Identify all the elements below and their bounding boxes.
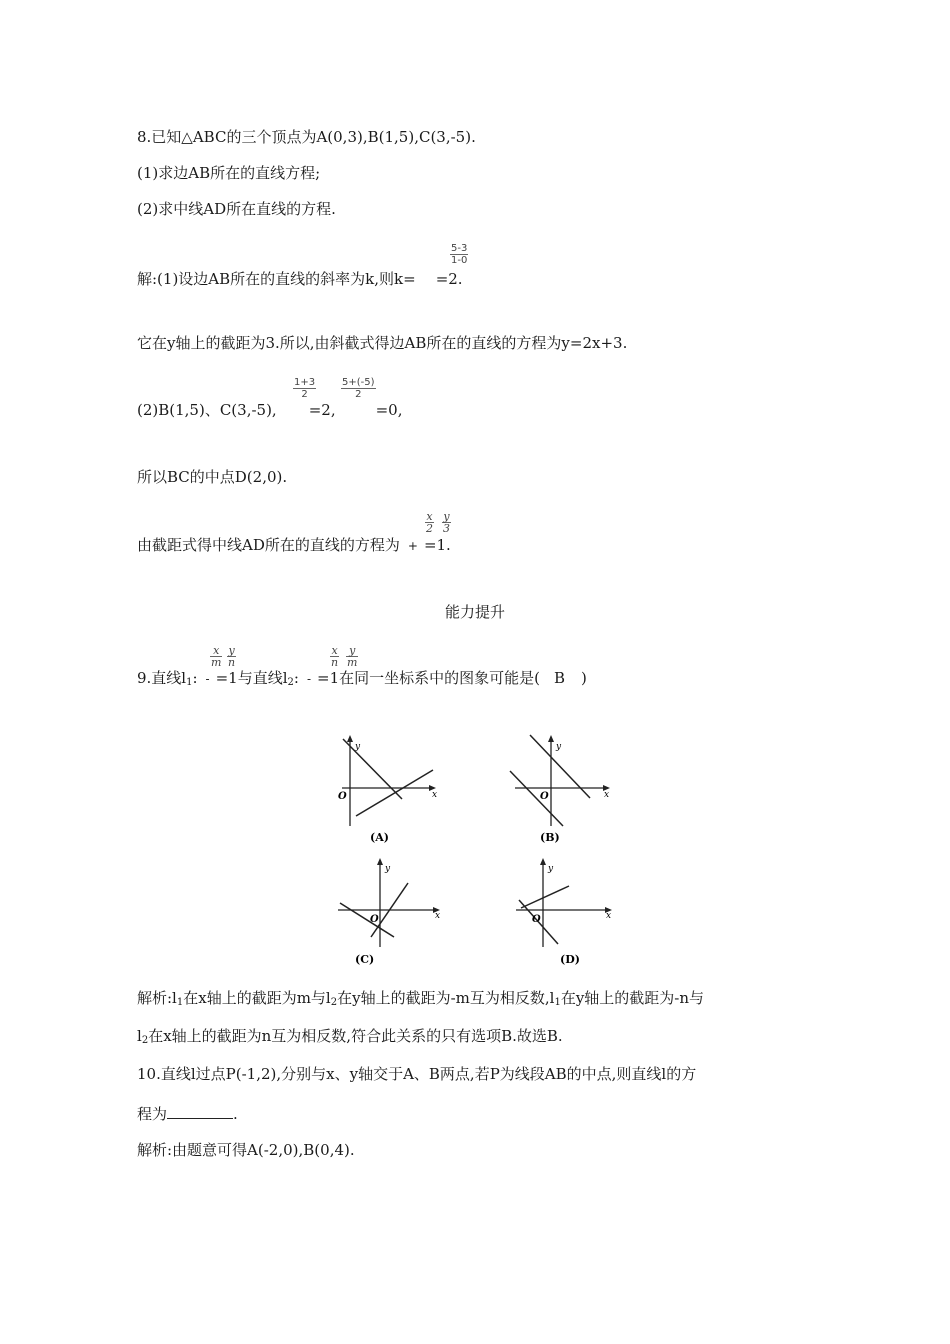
q8-solution2-line3-prefix: 由截距式得中线AD所在的直线的方程为 [137, 536, 400, 554]
graph-d-label: (D) [560, 953, 580, 966]
graph-c-y-label: y [385, 864, 391, 874]
q9-analysis-sub-d: 2 [141, 1035, 149, 1046]
q8-intercept-y-numerator: y [443, 510, 450, 523]
q9-sub1: 1 [186, 677, 193, 688]
q8-slope-numerator: 5-3 [451, 243, 468, 254]
q9-prefix: 9.直线l [137, 669, 187, 687]
q8-part2: (2)求中线AD所在直线的方程. [137, 200, 336, 218]
q8-solution2-suffix: =0, [375, 401, 403, 419]
q10-analysis: 解析:由题意可得A(-2,0),B(0,4). [137, 1141, 355, 1159]
graph-b [510, 735, 610, 844]
q9-l1-x-fraction [210, 645, 222, 668]
q9-analysis-1d: 在y轴上的截距为-n与 [560, 989, 705, 1007]
q9-analysis-sub-c: 1 [554, 997, 561, 1008]
q8-midpoint-y-denominator: 2 [355, 389, 362, 400]
q8-solution2-line3-suffix: =1. [423, 536, 451, 554]
graph-d-x-label: x [606, 911, 612, 921]
q8-stem: 8.已知△ABC的三个顶点为A(0,3),B(1,5),C(3,-5). [137, 128, 476, 146]
graph-c-y-arrow [377, 858, 383, 865]
q8-intercept-y-denominator: 3 [443, 522, 450, 535]
q10-stem-prefix: 程为 [137, 1105, 168, 1123]
graph-b-y-label: y [556, 742, 562, 752]
q9-analysis-sub-a: 1 [176, 997, 184, 1008]
graph-b-label: (B) [540, 831, 560, 844]
graph-c-origin: O [370, 914, 379, 925]
q9-analysis-1a: 解析:l [137, 989, 177, 1007]
q9-answer: B [554, 669, 566, 687]
graph-a-x-label: x [432, 790, 438, 800]
q9-analysis-1c: 在y轴上的截距为-m互为相反数,l [337, 989, 555, 1007]
q8-solution1-suffix: =2. [435, 270, 463, 288]
q9-l1-y-numerator: y [228, 644, 235, 657]
q8-midpoint-y-fraction [341, 377, 376, 400]
q8-solution2 [137, 400, 402, 420]
q9-l1-x-numerator: x [210, 645, 222, 657]
q8-solution1-line2: 它在y轴上的截距为3.所以,由斜截式得边AB所在的直线的方程为y=2x+3. [137, 334, 628, 352]
q9-l1-y-denominator: n [228, 656, 236, 669]
q8-midpoint-x-numerator: 1+3 [294, 377, 316, 388]
q9-l2-x-numerator: x [331, 644, 338, 657]
graph-a [338, 735, 437, 844]
q8-midpoint-x-fraction [293, 377, 316, 400]
q9-l2-y-fraction [346, 645, 358, 668]
q8-intercept-y-fraction [442, 511, 451, 534]
q8-midpoint-x-denominator: 2 [301, 389, 308, 400]
graph-c-x-label: x [435, 911, 441, 921]
q9-l2-x-fraction [330, 645, 339, 668]
q8-part1: (1)求边AB所在的直线方程; [137, 164, 321, 182]
q8-midpoint-y-numerator: 5+(-5) [342, 377, 375, 388]
q9-colon2: : [293, 669, 299, 687]
graph-a-label: (A) [370, 831, 389, 844]
section-title: 能力提升 [444, 603, 505, 621]
q8-plus: + [407, 539, 418, 553]
q9-analysis-line1 [137, 988, 704, 1013]
q8-solution2-line2: 所以BC的中点D(2,0). [137, 468, 288, 486]
q9-l1-y-fraction [227, 645, 236, 668]
q9-minus2: - [306, 672, 312, 686]
graph-d-origin: O [532, 914, 541, 925]
q9-suffix: =1在同一坐标系中的图象可能是( [317, 669, 540, 687]
graph-b-y-arrow [548, 735, 554, 742]
q9-stem [137, 668, 587, 693]
q10-stem-line1: 10.直线l过点P(-1,2),分别与x、y轴交于A、B两点,若P为线段AB的中点,则直线l的方 [137, 1065, 697, 1083]
q9-minus1: - [205, 672, 210, 686]
graph-d-line-1 [521, 886, 569, 908]
q10-stem-suffix: . [233, 1105, 238, 1123]
graph-a-y-label: y [355, 742, 361, 752]
q8-intercept-x-numerator: x [426, 510, 433, 523]
q9-colon1: : [192, 669, 198, 687]
q8-solution2-prefix: (2)B(1,5)、C(3,-5), [137, 401, 277, 419]
graph-a-y-arrow [347, 735, 353, 742]
graph-d-y-label: y [548, 864, 554, 874]
q9-analysis-2b: 在x轴上的截距为n互为相反数,符合此关系的只有选项B.故选B. [148, 1027, 563, 1045]
q9-l1-x-denominator: m [211, 656, 222, 669]
q9-analysis-line2 [137, 1026, 563, 1051]
q8-solution2-mid: =2, [308, 401, 336, 419]
graph-a-origin: O [338, 791, 347, 802]
graph-c-line-1 [340, 903, 394, 937]
q9-analysis-2a: l [137, 1027, 142, 1045]
q10-stem-line2 [137, 1104, 238, 1124]
q9-l2-x-denominator: n [331, 656, 339, 669]
q9-sub2: 2 [287, 677, 294, 688]
q8-solution2-line3 [137, 535, 451, 556]
q9-analysis-1b: 在x轴上的截距为m与l [183, 989, 331, 1007]
graph-c-label: (C) [355, 953, 375, 966]
q10-answer-blank [167, 1104, 233, 1119]
graph-d [516, 858, 612, 966]
graph-a-line-1 [343, 739, 402, 799]
graph-b-line-1 [510, 771, 563, 826]
q9-close-paren: ) [581, 669, 587, 687]
graph-d-y-arrow [540, 858, 546, 865]
q8-solution1-prefix: 解:(1)设边AB所在的直线的斜率为k,则k= [137, 270, 416, 288]
q8-slope-denominator: 1-0 [451, 255, 468, 266]
q9-l2-y-numerator: y [346, 645, 358, 657]
q9-l2-y-denominator: m [347, 656, 358, 669]
graph-a-line-2 [356, 770, 433, 816]
q9-graphs [0, 725, 950, 975]
graph-b-origin: O [540, 791, 549, 802]
q8-intercept-x-fraction [425, 511, 434, 534]
q8-intercept-x-denominator: 2 [426, 522, 433, 535]
q8-slope-fraction [450, 243, 468, 266]
q9-analysis-sub-b: 2 [330, 997, 338, 1008]
graph-c [338, 858, 440, 966]
q9-mid: =1与直线l [215, 669, 288, 687]
q8-solution1 [137, 269, 463, 289]
graph-b-x-label: x [604, 790, 610, 800]
